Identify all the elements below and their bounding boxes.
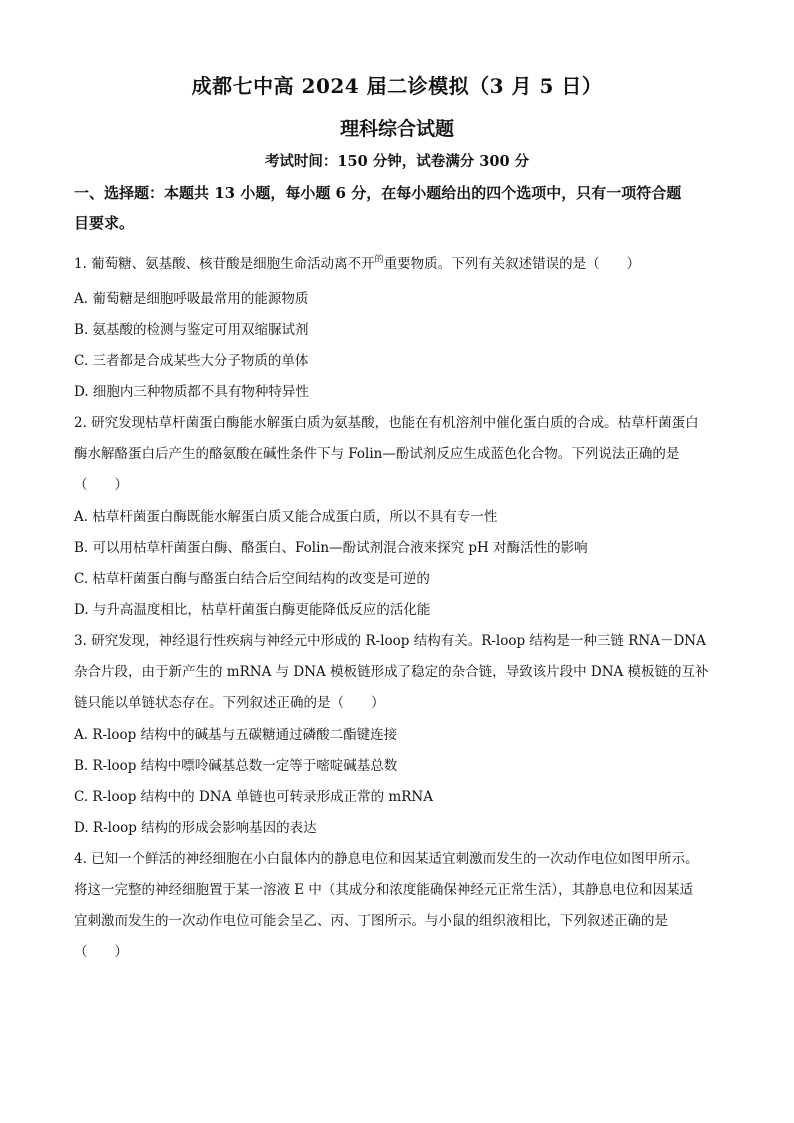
section-heading	[74, 178, 724, 238]
q3-stem-line2: 杂合片段，由于新产生的 mRNA 与 DNA 模板链形成了稳定的杂合链，导致该片段中 DNA 模板链的互补	[74, 664, 709, 680]
q2-option-a: A. 枯草杆菌蛋白酶既能水解蛋白质又能合成蛋白质，所以不具有专一性	[74, 509, 498, 525]
q2-stem-line1: 2. 研究发现枯草杆菌蛋白酶能水解蛋白质为氨基酸，也能在有机溶剂中催化蛋白质的合成。枯草杆菌蛋白	[74, 415, 699, 431]
exam-info: 考试时间：150 分钟，试卷满分 300 分	[264, 153, 530, 170]
q3-option-d: D. R-loop 结构的形成会影响基因的表达	[74, 820, 317, 836]
q3-stem-line1: 3. 研究发现，神经退行性疾病与神经元中形成的 R-loop 结构有关。R-loop 结构是一种三链 RNA－DNA	[74, 633, 706, 649]
q2-stem-line3: （ ）	[74, 477, 128, 493]
q4-stem-line4: （ ）	[74, 944, 128, 960]
q2-option-d: D. 与升高温度相比，枯草杆菌蛋白酶更能降低反应的活化能	[74, 602, 431, 618]
q1-option-b: B. 氨基酸的检测与鉴定可用双缩脲试剂	[74, 322, 309, 338]
q1-stem-part1: 1. 葡萄糖、氨基酸、核苷酸是细胞生命活动离不开	[74, 256, 375, 272]
q1-stem	[74, 252, 734, 272]
exam-subtitle: 理科综合试题	[339, 118, 454, 140]
q3-option-c: C. R-loop 结构中的 DNA 单链也可转录形成正常的 mRNA	[74, 789, 433, 805]
q3-stem-line3: 链只能以单链状态存在。下列叙述正确的是（ ）	[74, 695, 385, 711]
section-heading-line2: 目要求。	[74, 214, 135, 232]
q3-option-b: B. R-loop 结构中嘌呤碱基总数一定等于嘧啶碱基总数	[74, 758, 398, 774]
q1-option-c: C. 三者都是合成某些大分子物质的单体	[74, 353, 309, 369]
q2-option-c: C. 枯草杆菌蛋白酶与酪蛋白结合后空间结构的改变是可逆的	[74, 571, 430, 587]
q4-stem-line2: 将这一完整的神经细胞置于某一溶液 E 中（其成分和浓度能确保神经元正常生活），其静息电位和因某适	[74, 882, 694, 898]
q1-option-d: D. 细胞内三种物质都不具有物种特异性	[74, 384, 309, 400]
q1-stem-superscript: 的	[374, 255, 384, 265]
q4-stem-line3: 宜刺激而发生的一次动作电位可能会呈乙、丙、丁图所示。与小鼠的组织液相比，下列叙述正确的是	[74, 913, 668, 929]
q3-option-a: A. R-loop 结构中的碱基与五碳糖通过磷酸二酯键连接	[74, 727, 398, 743]
q2-option-b: B. 可以用枯草杆菌蛋白酶、酪蛋白、Folin—酚试剂混合液来探究 pH 对酶活性的影响	[74, 540, 588, 556]
exam-title: 成都七中高 2024 届二诊模拟（3 月 5 日）	[191, 74, 603, 98]
q1-option-a: A. 葡萄糖是细胞呼吸最常用的能源物质	[74, 291, 309, 307]
section-heading-line1: 一、选择题：本题共 13 小题，每小题 6 分，在每小题给出的四个选项中，只有一项符合题	[74, 184, 682, 202]
q1-stem-part2: 重要物质。下列有关叙述错误的是（ ）	[383, 256, 641, 272]
q4-stem-line1: 4. 已知一个鲜活的神经细胞在小白鼠体内的静息电位和因某适宜刺激而发生的一次动作电位如图甲所示。	[74, 851, 699, 867]
q2-stem-line2: 酶水解酪蛋白后产生的酪氨酸在碱性条件下与 Folin—酚试剂反应生成蓝色化合物。下列说法正确的是	[74, 446, 680, 462]
